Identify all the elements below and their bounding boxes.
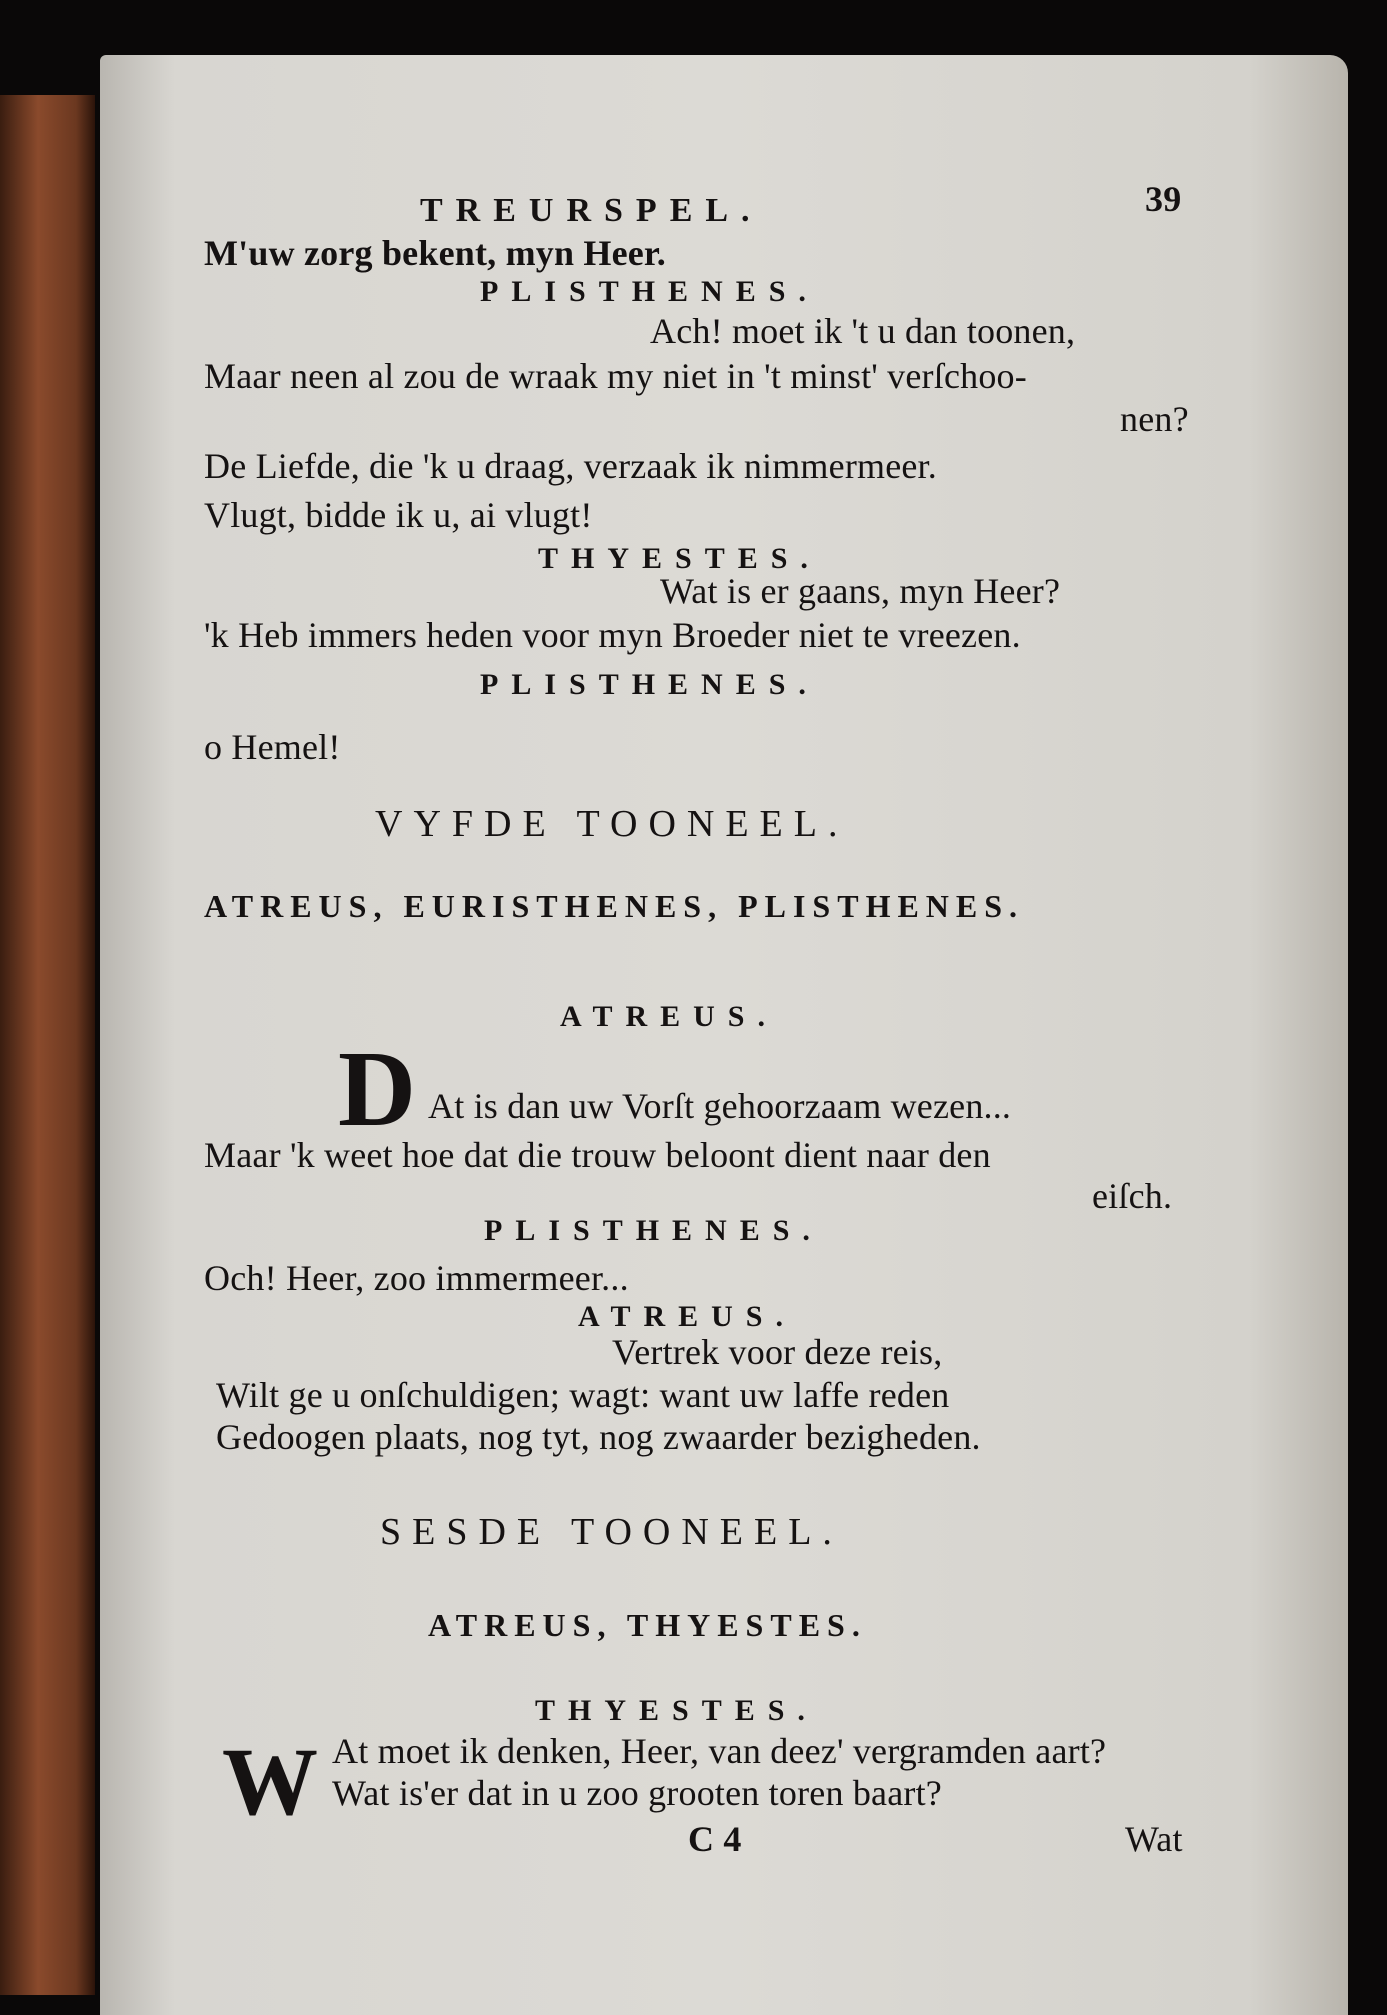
- speaker-name: ATREUS.: [560, 1000, 778, 1033]
- speaker-name: PLISTHENES.: [484, 1214, 823, 1247]
- verse-line: Wat is er gaans, myn Heer?: [660, 571, 1061, 611]
- verse-line: Och! Heer, zoo immermeer...: [204, 1258, 629, 1298]
- book-spine-edge: [0, 95, 95, 1995]
- verse-line: At moet ik denken, Heer, van deez' vergramden aart?: [332, 1731, 1107, 1771]
- verse-line: Vertrek voor deze reis,: [612, 1332, 943, 1372]
- scene-heading: SESDE TOONEEL.: [380, 1511, 843, 1553]
- running-head: TREURSPEL.: [420, 192, 763, 229]
- speaker-name: ATREUS.: [578, 1300, 796, 1333]
- drop-capital: W: [222, 1740, 319, 1824]
- verse-line: nen?: [1120, 399, 1189, 439]
- verse-line: Gedoogen plaats, nog tyt, nog zwaarder bezigheden.: [216, 1417, 981, 1457]
- verse-line: 'k Heb immers heden voor myn Broeder niet te vreezen.: [204, 615, 1021, 655]
- page-number: 39: [1145, 179, 1182, 219]
- signature-mark: C 4: [688, 1819, 742, 1859]
- verse-line: Maar 'k weet hoe dat die trouw beloont dient naar den: [204, 1135, 991, 1175]
- verse-line: Wat is'er dat in u zoo grooten toren baart?: [332, 1773, 942, 1813]
- verse-line: Vlugt, bidde ik u, ai vlugt!: [204, 495, 593, 535]
- speaker-name: PLISTHENES.: [480, 668, 819, 701]
- speaker-name: PLISTHENES.: [480, 275, 819, 308]
- verse-line: Ach! moet ik 't u dan toonen,: [650, 311, 1076, 351]
- drop-capital: D: [338, 1052, 417, 1128]
- scene-characters: ATREUS, EURISTHENES, PLISTHENES.: [204, 888, 1025, 924]
- scene-heading: VYFDE TOONEEL.: [375, 803, 849, 845]
- speaker-name: THYESTES.: [535, 1694, 818, 1727]
- verse-line: De Liefde, die 'k u draag, verzaak ik nimmermeer.: [204, 446, 937, 486]
- verse-line: eiſch.: [1092, 1176, 1173, 1216]
- scene-characters: ATREUS, THYESTES.: [428, 1607, 867, 1643]
- catchword: Wat: [1125, 1819, 1183, 1859]
- verse-line: Maar neen al zou de wraak my niet in 't minst' verſchoo-: [204, 356, 1027, 396]
- verse-line: Wilt ge u onſchuldigen; wagt: want uw laffe reden: [216, 1375, 950, 1415]
- verse-line: M'uw zorg bekent, myn Heer.: [204, 233, 667, 273]
- verse-line: At is dan uw Vorſt gehoorzaam wezen...: [428, 1086, 1012, 1126]
- speaker-name: THYESTES.: [538, 542, 821, 575]
- verse-line: o Hemel!: [204, 727, 341, 767]
